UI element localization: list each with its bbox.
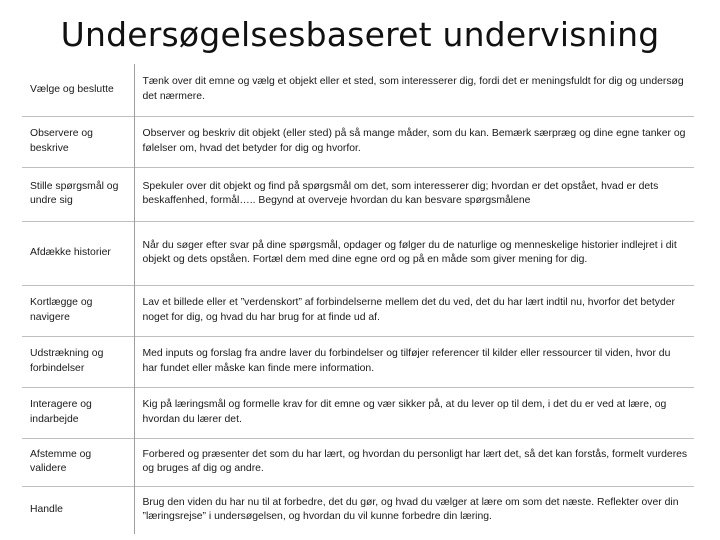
table-row: [22, 116, 694, 167]
table-row: [22, 64, 694, 116]
step-term: Afdække historier: [22, 221, 134, 285]
step-term: Vælge og beslutte: [22, 64, 134, 116]
table-row: [22, 387, 694, 438]
table-row: [22, 336, 694, 387]
step-description: Forbered og præsenter det som du har lært, og hvordan du personligt har lært det, så det kan forstås, formelt vurderes og bruges af dig og andre.: [134, 438, 694, 486]
step-term: Interagere og indarbejde: [22, 387, 134, 438]
table-row: [22, 167, 694, 221]
step-term: Afstemme og validere: [22, 438, 134, 486]
inquiry-steps-table: [22, 64, 694, 534]
step-description: Tænk over dit emne og vælg et objekt eller et sted, som interesserer dig, fordi det er meningsfuldt for dig og undersøg det nærmere.: [142, 76, 684, 102]
step-term: Observere og beskrive: [22, 116, 134, 167]
step-description: Kig på læringsmål og formelle krav for dit emne og vær sikker på, at du lever op til dem, i det du er ved at lære, og hvordan du lærer det.: [134, 387, 694, 438]
step-description: Med inputs og forslag fra andre laver du forbindelser og tilføjer referencer til kilder eller ressourcer til viden, hvor du har fundet eller måske kan finde mere information.: [134, 336, 694, 387]
slide-title: Undersøgelsesbaseret undervisning: [60, 15, 660, 54]
step-term: Handle: [22, 486, 134, 534]
inquiry-steps-table-container: [22, 64, 694, 534]
step-description: Når du søger efter svar på dine spørgsmål, opdager og følger du de naturlige og menneskelige historier indlejret i dit objekt og dets opståen. Fortæl dem med dine egne ord og på en måde som giver mening for dig.: [134, 221, 694, 285]
step-description: Observer og beskriv dit objekt (eller sted) på så mange måder, som du kan. Bemærk særpræg og dine egne tanker og følelser om, hvad det betyder for dig og hvorfor.: [134, 116, 694, 167]
step-description: Brug den viden du har nu til at forbedre, det du gør, og hvad du vælger at lære om som det næste. Reflekter over din ”læringsrejse” i undersøgelsen, og hvordan du vil kunne forbedre din læring.: [134, 486, 694, 534]
table-row: [22, 438, 694, 486]
table-row: [22, 285, 694, 336]
table-row: [22, 221, 694, 285]
step-term: Stille spørgsmål og undre sig: [22, 167, 134, 221]
step-description: Lav et billede eller et ”verdenskort” af forbindelserne mellem det du ved, det du har lært indtil nu, hvorfor det betyder noget for dig, og hvad du har brug for at finde ud af.: [134, 285, 694, 336]
step-term: Kortlægge og navigere: [22, 285, 134, 336]
step-description: Spekuler over dit objekt og find på spørgsmål om det, som interesserer dig; hvordan er det opstået, hvad er dets beskaffenhed, formål….. Begynd at overveje hvordan du kan besvare spørgsmålene: [134, 167, 694, 221]
step-term: Udstrækning og forbindelser: [22, 336, 134, 387]
table-row: [22, 486, 694, 534]
